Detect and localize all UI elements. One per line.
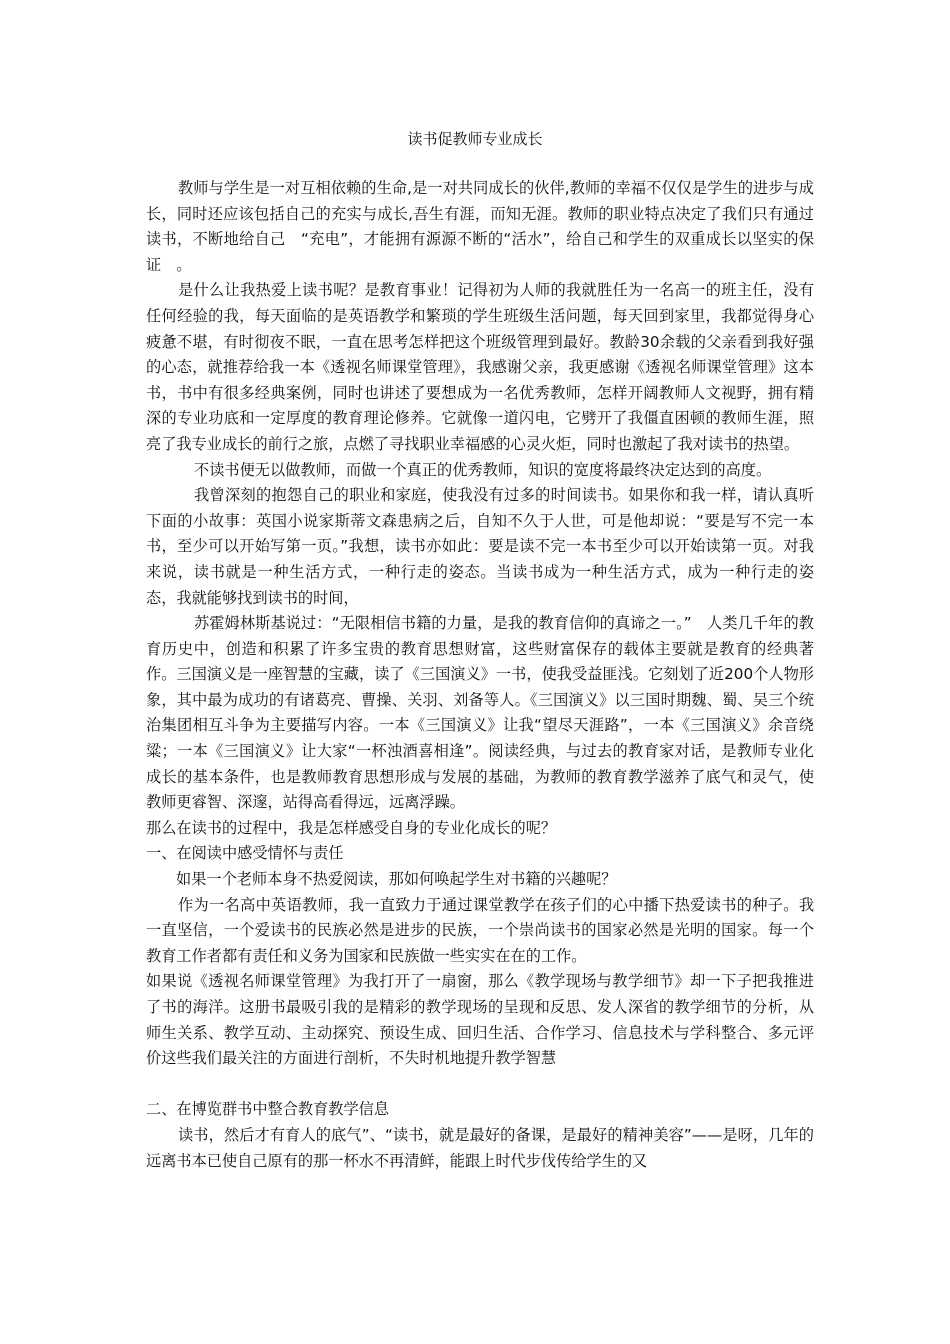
paragraph-teaching-detail: 如果说《透视名师课堂管理》为我打开了一扇窗，那么《教学现场与教学细节》却一下子把我推进了书的海洋。这册书最吸引我的是精彩的教学现场的呈现和反思、发人深省的教学细节的分析，从师生关系、教学互动、主动探究、预设生成、回归生活、合作学习、信息技术与学科整合、多元评价这些我们最关注的方面进行剖析，不失时机地提升教学智慧 bbox=[146, 972, 814, 1068]
paragraph-knowledge-width: 不读书便无以做教师，而做一个真正的优秀教师，知识的宽度将最终决定达到的高度。 bbox=[194, 460, 772, 479]
paragraph-reading-preparation: 读书，然后才有育人的底气”、“读书，就是最好的备课，是最好的精神美容”——是呀，几年的远离书本已使自己原有的那一杯水不再清鲜，能跟上时代步伐传给学生的又 bbox=[146, 1125, 814, 1170]
paragraph-story: 我曾深刻的抱怨自己的职业和家庭，使我没有过多的时间读书。如果你和我一样，请认真听下面的小故事：英国小说家斯蒂文森患病之后，自知不久于人世，可是他却说：“要是写不完一本书，至少可以开始写第一页。”我想，读书亦如此：要是读不完一本书至少可以开始读第一页。对我来说，读书就是一种生活方式，一种行走的姿态。当读书成为一种生活方式，成为一种行走的姿态，我就能够找到读书的时间， bbox=[146, 486, 814, 607]
paragraph-teacher-reading: 如果一个老师本身不热爱阅读，那如何唤起学生对书籍的兴趣呢？ bbox=[176, 870, 617, 889]
paragraph-why-reading: 是什么让我热爱上读书呢？是教育事业！记得初为人师的我就胜任为一名高一的班主任，没有任何经验的我，每天面临的是英语教学和繁琐的学生班级生活问题，每天回到家里，我都觉得身心疲惫不堪，有时彻夜不眠，一直在思考怎样把这个班级管理到最好。教龄30余载的父亲看到我好强的心态，就推荐给我一本《透视名师课堂管理》，我感谢父亲，我更感谢《透视名师课堂管理》这本书，书中有很多经典案例，同时也讲述了要想成为一名优秀教师，怎样开阔教师人文视野，拥有精深的专业功底和一定厚度的教育理论修养。它就像一道闪电，它劈开了我僵直困顿的教师生涯，照亮了我专业成长的前行之旅，点燃了寻找职业幸福感的心灵火炬，同时也激起了我对读书的热望。 bbox=[146, 281, 814, 453]
document-body bbox=[146, 176, 814, 1174]
paragraph-english-teacher: 作为一名高中英语教师，我一直致力于通过课堂教学在孩子们的心中播下热爱读书的种子。我一直坚信，一个爱读书的民族必然是进步的民族，一个崇尚读书的国家必然是光明的国家。每一个教育工作者都有责任和义务为国家和民族做一些实实在在的工作。 bbox=[146, 895, 814, 965]
section-heading-1: 一、在阅读中感受情怀与责任 bbox=[146, 844, 344, 863]
paragraph-intro: 教师与学生是一对互相依赖的生命,是一对共同成长的伙伴,教师的幸福不仅仅是学生的进步与成长，同时还应该包括自己的充实与成长,吾生有涯，而知无涯。教师的职业特点决定了我们只有通过读书，不断地给自己 “充电”，才能拥有源源不断的“活水”，给自己和学生的双重成长以坚实的保证 。 bbox=[146, 179, 814, 274]
paragraph-question: 那么在读书的过程中，我是怎样感受自身的专业化成长的呢？ bbox=[146, 818, 557, 837]
paragraph-classics: 苏霍姆林斯基说过：“无限相信书籍的力量，是我的教育信仰的真谛之一。” 人类几千年的教育历史中，创造和积累了许多宝贵的教育思想财富，这些财富保存的载体主要就是教育的经典著作。三国演义是一座智慧的宝藏，读了《三国演义》一书，使我受益匪浅。它刻划了近200个人物形象，其中最为成功的有诸葛亮、曹操、关羽、刘备等人。《三国演义》以三国时期魏、蜀、吴三个统治集团相互斗争为主要描写内容。一本《三国演义》让我“望尽天涯路”，一本《三国演义》余音绕粱；一本《三国演义》让大家“一杯浊酒喜相逢”。阅读经典，与过去的教育家对话，是教师专业化成长的基本条件，也是教师教育思想形成与发展的基础，为教师的教育教学滋养了底气和灵气，使教师更睿智、深邃，站得高看得远，远离浮躁。 bbox=[146, 614, 814, 812]
section-heading-2: 二、在博览群书中整合教育教学信息 bbox=[146, 1100, 389, 1119]
blank-line bbox=[146, 1072, 814, 1098]
document-title: 读书促教师专业成长 bbox=[407, 130, 543, 148]
